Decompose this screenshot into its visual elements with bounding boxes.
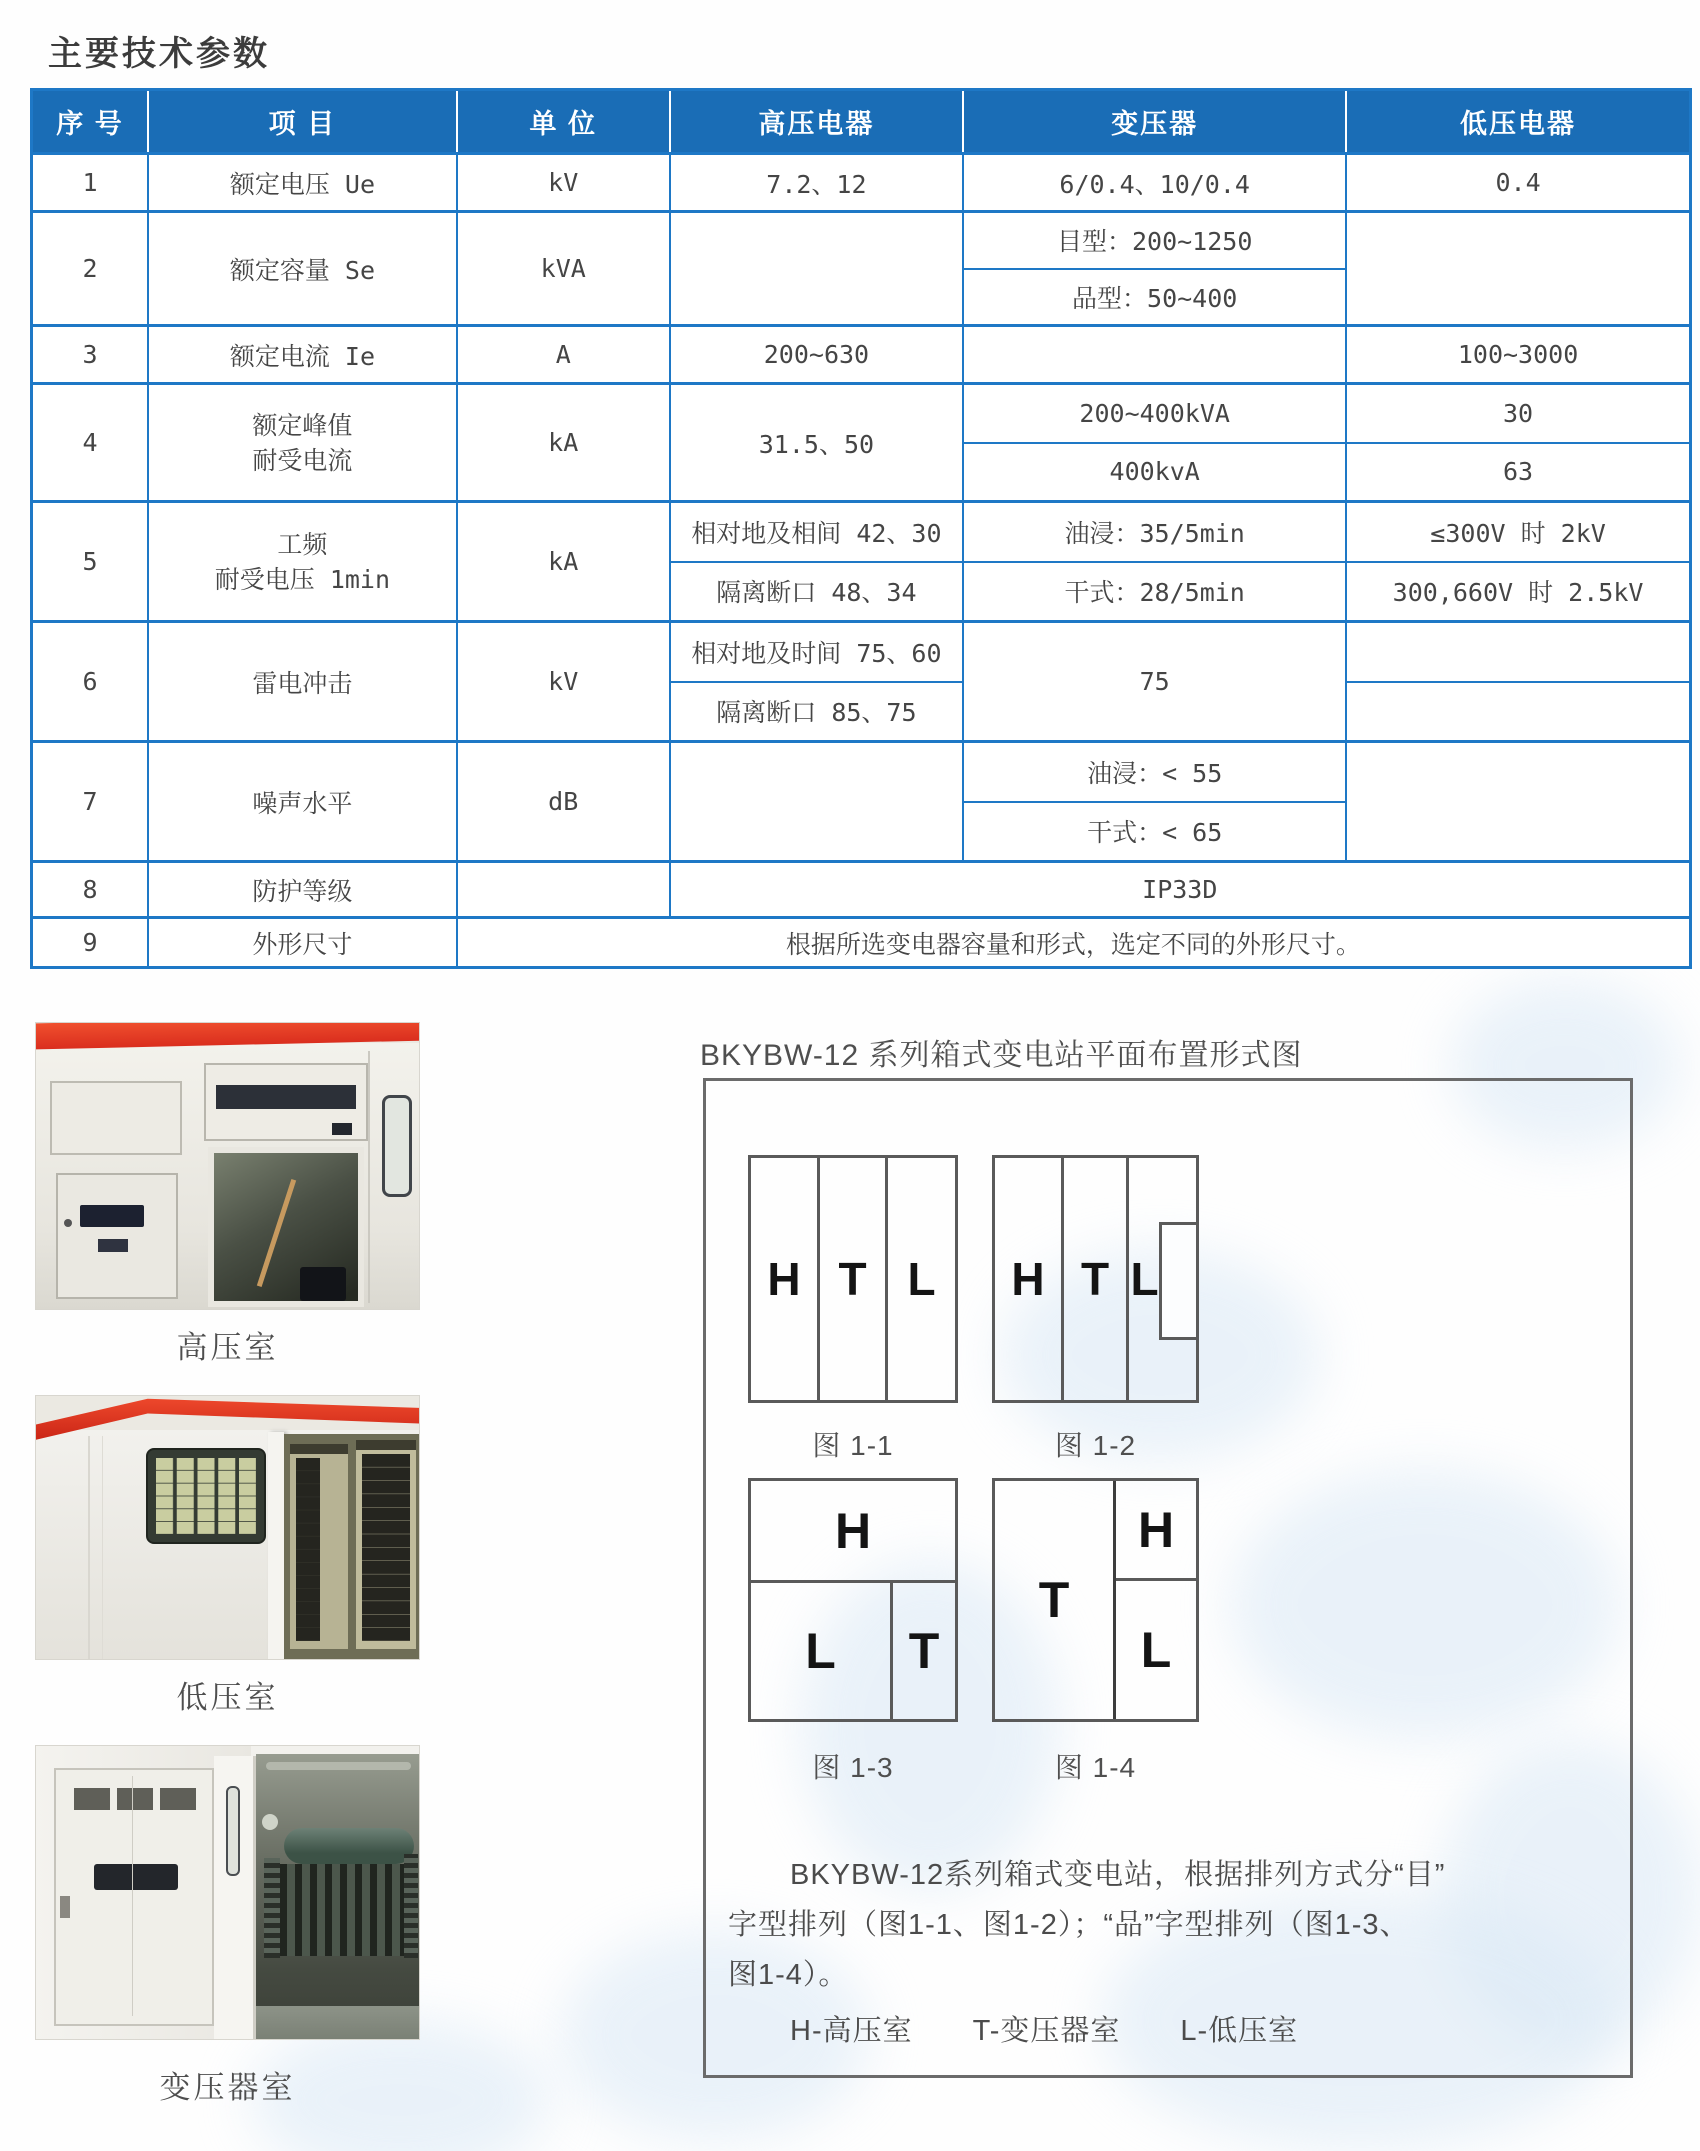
photo-caption-transformer-room: 变压器室: [159, 2070, 296, 2105]
room-label: H: [767, 1253, 801, 1305]
cell-r4-transformer-b: 400kvA: [963, 443, 1346, 502]
cell-r4-item-line1: 额定峰值: [252, 410, 353, 440]
col-header-transformer: 变压器: [963, 90, 1346, 154]
cabinet-panel: [50, 1081, 182, 1155]
cell-r6-lv-a-empty: [1346, 622, 1690, 682]
cell-r7-transformer-b: 干式：< 65: [963, 802, 1346, 862]
room-label: L: [907, 1253, 936, 1305]
cell-r5-transformer-a: 油浸：35/5min: [963, 502, 1346, 562]
cell-r3-lv: 100~3000: [1346, 326, 1690, 384]
room-label: L: [805, 1623, 836, 1679]
cell-r4-no: 4: [32, 384, 148, 502]
panel-button: [98, 1239, 128, 1252]
control-panel-keys: [156, 1458, 256, 1534]
room-cell-h: [995, 1158, 1064, 1400]
cell-r3-hv: 200~630: [670, 326, 964, 384]
cell-r6-transformer: 75: [963, 622, 1346, 742]
open-doorway: [208, 1147, 364, 1307]
page-title: 主要技术参数: [48, 35, 270, 73]
cell-r3-transformer-empty: [963, 326, 1346, 384]
wall-seam: [88, 1436, 90, 1660]
room-label: T: [1080, 1253, 1110, 1305]
cell-r5-unit: kA: [457, 502, 670, 622]
figure-1-2: [992, 1155, 1199, 1403]
cell-r7-item: 噪声水平: [148, 742, 457, 862]
wall-seam: [368, 1051, 370, 1303]
table-row: [32, 212, 1691, 269]
table-row: [32, 862, 1691, 918]
room-cell-h: [751, 1481, 955, 1583]
cell-r3-unit: A: [457, 326, 670, 384]
cell-r5-lv-b: 300,660V 时 2.5kV: [1346, 562, 1690, 622]
table-row: [32, 502, 1691, 562]
cell-r4-item: [148, 384, 457, 502]
cell-r7-unit: dB: [457, 742, 670, 862]
cell-r3-no: 3: [32, 326, 148, 384]
room-cell-h: [1116, 1481, 1196, 1581]
cell-r5-item: [148, 502, 457, 622]
figure-caption: 图 1-3: [812, 1752, 894, 1783]
ceiling-light: [262, 1814, 278, 1830]
meter-row: [216, 1085, 356, 1111]
cell-r9-item: 外形尺寸: [148, 918, 457, 968]
description-line: 字型排列（图1-1、图1-2）；“品”字型排列（图1-3、: [728, 1909, 1410, 1941]
cell-r2-unit: kVA: [457, 212, 670, 326]
cell-r9-value: 根据所选变电器容量和形式，选定不同的外形尺寸。: [457, 918, 1691, 968]
room-label: T: [1038, 1572, 1070, 1628]
pillar-window: [226, 1786, 240, 1876]
table-row: [32, 384, 1691, 443]
cell-r1-unit: kV: [457, 154, 670, 212]
cell-r1-item: 额定电压 Ue: [148, 154, 457, 212]
figure-1-3: [748, 1478, 958, 1722]
cell-r8-unit-empty: [457, 862, 670, 918]
cell-r8-value: IP33D: [670, 862, 1691, 918]
room-cell-l: [888, 1158, 955, 1400]
transformer-tank: [284, 1828, 414, 1864]
photo-caption-lv-room: 低压室: [176, 1680, 279, 1715]
room-label: L: [1130, 1253, 1159, 1305]
col-header-unit: 单 位: [457, 90, 670, 154]
cell-r7-no: 7: [32, 742, 148, 862]
room-label: H: [1011, 1253, 1045, 1305]
cell-r5-item-line1: 工频: [277, 529, 328, 559]
room-floor: [256, 2006, 420, 2040]
table-row: [32, 918, 1691, 968]
col-header-no: 序 号: [32, 90, 148, 154]
door-handle: [60, 1896, 70, 1918]
ceiling-pipe: [266, 1762, 411, 1770]
cell-r4-lv-b: 63: [1346, 443, 1690, 502]
wall-notch: [1159, 1222, 1199, 1340]
cell-r2-item: 额定容量 Se: [148, 212, 457, 326]
cell-r6-lv-b-empty: [1346, 682, 1690, 742]
cell-r5-transformer-b: 干式：28/5min: [963, 562, 1346, 622]
radiator-right: [404, 1854, 418, 1958]
door-frame: [268, 1432, 284, 1660]
switchgear-cabinet: [356, 1440, 416, 1649]
breaker-handles: [296, 1458, 342, 1641]
col-header-item: 项 目: [148, 90, 457, 154]
open-doorway: [284, 1434, 420, 1660]
cell-r8-no: 8: [32, 862, 148, 918]
meter-display: [80, 1205, 144, 1227]
room-cell-t: [751, 1583, 893, 1719]
radiator-left: [264, 1858, 280, 1958]
cell-r2-hv-empty: [670, 212, 964, 326]
layout-description: [728, 1850, 1612, 2056]
cell-r1-transformer: 6/0.4、10/0.4: [963, 154, 1346, 212]
room-cell-t: [1064, 1158, 1129, 1400]
breaker-handles: [362, 1454, 410, 1641]
room-interior: [256, 1754, 420, 2040]
door-window-slot: [94, 1864, 178, 1890]
room-label: H: [834, 1502, 872, 1559]
transformer-fins: [280, 1864, 418, 1956]
cabinet-header: [290, 1444, 348, 1454]
cell-r4-unit: kA: [457, 384, 670, 502]
photo-high-voltage-room: [35, 1022, 420, 1310]
cell-r5-lv-a: ≤300V 时 2kV: [1346, 502, 1690, 562]
cell-r7-lv-empty: [1346, 742, 1690, 862]
photo-transformer-room: [35, 1745, 420, 2040]
room-cell-t: [820, 1158, 888, 1400]
photo-low-voltage-room: [35, 1395, 420, 1660]
floor-equipment: [300, 1267, 346, 1301]
figure-1-1: [748, 1155, 958, 1403]
col-header-hv: 高压电器: [670, 90, 964, 154]
cell-r4-item-line2: 耐受电流: [252, 445, 353, 475]
room-legend: H-高压室 T-变压器室 L-低压室: [790, 2015, 1299, 2047]
col-header-lv: 低压电器: [1346, 90, 1690, 154]
cell-r5-item-line2: 耐受电压 1min: [214, 564, 391, 594]
figure-1-4: [992, 1478, 1199, 1722]
cell-r1-lv: 0.4: [1346, 154, 1690, 212]
cell-r4-transformer-a: 200~400kVA: [963, 384, 1346, 443]
cell-r5-hv-a: 相对地及相间 42、30: [670, 502, 964, 562]
room-cell-l: [1116, 1581, 1196, 1719]
layout-diagram-title: BKYBW-12 系列箱式变电站平面布置形式图: [700, 1039, 1303, 1072]
photo-caption-hv-room: 高压室: [176, 1330, 279, 1365]
cell-r8-item: 防护等级: [148, 862, 457, 918]
cell-r4-hv: 31.5、50: [670, 384, 964, 502]
door-window: [382, 1095, 412, 1197]
room-label: H: [1137, 1501, 1175, 1558]
figure-caption: 图 1-4: [1054, 1752, 1137, 1783]
room-label: T: [908, 1623, 940, 1679]
cell-r6-no: 6: [32, 622, 148, 742]
cell-r5-hv-b: 隔离断口 48、34: [670, 562, 964, 622]
room-cell-h: [751, 1158, 820, 1400]
door-seam: [132, 1776, 133, 2016]
description-line: BKYBW-12系列箱式变电站，根据排列方式分“目”: [790, 1859, 1446, 1891]
cell-r5-no: 5: [32, 502, 148, 622]
cell-r6-hv-a: 相对地及时间 75、60: [670, 622, 964, 682]
cell-r2-transformer-a: 目型：200~1250: [963, 212, 1346, 269]
cell-r2-no: 2: [32, 212, 148, 326]
cabinet-header: [356, 1440, 416, 1450]
cell-r4-lv-a: 30: [1346, 384, 1690, 443]
cell-r6-unit: kV: [457, 622, 670, 742]
cell-r7-transformer-a: 油浸：< 55: [963, 742, 1346, 802]
table-row: [32, 742, 1691, 802]
figure-caption: 图 1-1: [812, 1430, 894, 1461]
cabinet-door: [56, 1173, 178, 1299]
cell-r6-item: 雷电冲击: [148, 622, 457, 742]
meter-switch: [332, 1123, 352, 1135]
room-label: L: [1140, 1622, 1172, 1678]
room-cell-l: [893, 1583, 955, 1719]
figure-caption: 图 1-2: [1054, 1430, 1137, 1461]
table-header-row: [32, 90, 1691, 154]
description-line: 图1-4）。: [728, 1959, 849, 1991]
wall-seam: [102, 1436, 103, 1660]
table-row: [32, 154, 1691, 212]
broom-handle: [257, 1179, 296, 1287]
table-row: [32, 622, 1691, 682]
parameters-table: [30, 88, 1692, 969]
cell-r2-transformer-b: 品型：50~400: [963, 269, 1346, 326]
cell-r1-no: 1: [32, 154, 148, 212]
cell-r2-lv-empty: [1346, 212, 1690, 326]
cell-r6-hv-b: 隔离断口 85、75: [670, 682, 964, 742]
table-row: [32, 326, 1691, 384]
cell-r9-no: 9: [32, 918, 148, 968]
cell-r3-item: 额定电流 Ie: [148, 326, 457, 384]
louver-vents: [74, 1788, 196, 1818]
panel-knob: [64, 1219, 72, 1227]
room-cell-t: [995, 1481, 1116, 1719]
cell-r7-hv-empty: [670, 742, 964, 862]
room-label: T: [838, 1253, 867, 1305]
cell-r1-hv: 7.2、12: [670, 154, 964, 212]
switchgear-cabinet: [290, 1444, 348, 1649]
